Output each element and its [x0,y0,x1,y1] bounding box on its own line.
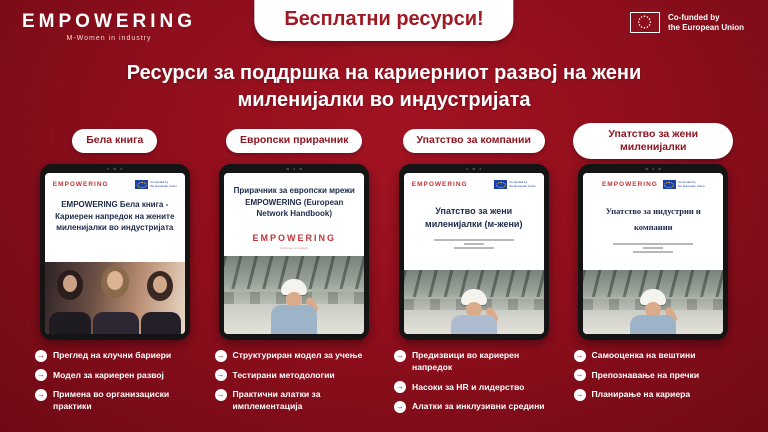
bullet-text: Примена во организациски практики [53,389,170,412]
tablet-screen [224,173,364,334]
pill-company-guide: Упатство за компании [403,129,545,152]
doc-title: Упатство за индустрии и компании [605,206,701,233]
doc-cover-photo-industrial [404,270,544,334]
pill-millennial-women-guide: Упатство за жени миленијалки [573,123,733,159]
bullet-text: Препознавање на пречки [591,369,700,380]
bullet-text: Планирање на кариера [591,389,691,399]
tablet-camera-dots [466,168,482,171]
list-item [394,381,554,394]
bullet-list [572,349,736,408]
bullet-text: Тестирани методологии [232,369,335,380]
bullet-text: Структуриран модел за учење [232,350,363,360]
arrow-circle-icon: → [37,370,45,379]
arrow-circle-icon: → [575,370,584,379]
list-item [215,369,375,382]
doc-eu-flag-icon [135,180,148,189]
header [0,0,768,50]
tablet-mockup-white-book [40,164,190,340]
logo-title: EMPOWERING [22,11,197,32]
pill-european-handbook: Европски прирачник [226,129,362,152]
eu-text-line2: the European Union [668,22,744,32]
doc-title: EMPOWERING Бела книга - Кариерен напредок на жените миленијалки во индустријата [55,200,175,233]
bullet-text: Самооценка на вештини [591,350,696,360]
arrow-circle-icon: → [37,350,45,360]
resource-columns [33,118,735,432]
doc-eu-flag-icon [494,180,507,189]
banner-text: Бесплатни ресурси! [284,8,484,30]
list-item [574,369,734,382]
column-european-handbook [213,118,377,432]
tablet-mockup-european-handbook [219,164,369,340]
list-item [215,388,375,413]
tablet-camera-dots [646,168,662,171]
column-millennial-women-guide [572,118,736,432]
pill-wrap [572,118,736,164]
bullet-list [213,349,377,420]
doc-cover-photo-industrial [583,270,723,334]
doc-logo-row [45,173,185,191]
arrow-circle-icon: → [575,350,584,360]
arrow-circle-icon: → [216,389,225,399]
arrow-circle-icon: → [216,370,225,379]
eu-text-line1: Co-funded by [668,12,720,22]
doc-cover-photo-industrial [224,256,364,334]
bullet-text: Насоки за HR и лидерство [412,381,525,392]
doc-logo-row [404,173,544,191]
eu-cofunded-badge [630,12,744,33]
doc-eu-text: Co-funded by the European Union [509,179,536,188]
doc-title: Прирачник за европски мрежи EMPOWERING (European Network Handbook) [233,186,355,219]
page-title: Ресурси за поддршка на кариерниот развој на жени миленијалки во индустријата [126,62,642,111]
doc-empowering-logo: EMPOWERING M-Women in industry [224,224,364,256]
pill-white-book: Бела книга [72,129,157,152]
eu-flag-icon [630,12,660,33]
list-item [574,349,734,362]
doc-fine-print-lines [404,235,544,257]
list-item [215,349,375,362]
doc-cover-photo-women [45,262,185,334]
arrow-circle-icon: → [396,350,404,360]
doc-empowering-logo: EMPOWERING [411,181,468,188]
arrow-circle-icon: → [396,382,404,392]
column-white-book [33,118,197,432]
list-item [394,349,554,374]
tablet-camera-dots [107,168,123,171]
bullet-text: Преглед на клучни бариери [53,350,172,360]
doc-logo-tagline: M-Women in industry [280,245,309,250]
doc-empowering-logo: EMPOWERING [601,181,658,188]
doc-eu-text: Co-funded by the European Union [150,179,177,188]
arrow-circle-icon: → [37,389,45,399]
pill-wrap [213,118,377,164]
tablet-screen [404,173,544,334]
bullet-text: Практични алатки за имплементација [232,389,321,412]
arrow-circle-icon: → [396,401,404,411]
arrow-circle-icon: → [216,350,225,360]
tablet-screen [583,173,723,334]
tablet-screen [45,173,185,334]
eu-cofunded-text [668,13,744,33]
doc-fine-print-lines [583,239,723,261]
tablet-camera-dots [287,168,303,171]
doc-eu-text: Co-funded by the European Union [677,179,705,188]
doc-title: Упатство за жени миленијалки (м-жени) [425,206,523,230]
logo-subtitle: M-Women in industry [66,35,152,42]
list-item [574,388,734,401]
bullet-text: Модел за кариерен развој [53,369,164,380]
free-resources-banner [254,0,513,41]
tablet-mockup-company-guide [399,164,549,340]
arrow-circle-icon: → [575,389,584,399]
woman-hardhat-figure [621,289,685,334]
list-item [35,369,195,382]
tablet-mockup-millennial-women-guide [578,164,728,340]
column-company-guide [392,118,556,432]
doc-eu-flag-icon [663,180,676,189]
pill-wrap [33,118,197,164]
doc-logo-row [583,173,723,191]
doc-empowering-logo: EMPOWERING [52,181,109,188]
list-item [35,349,195,362]
empowering-logo [22,11,196,42]
woman-hardhat-figure [262,279,326,334]
bullet-list [392,349,556,420]
list-item [35,388,195,413]
bullet-text: Алатки за инклузивни средини [412,401,545,412]
pill-wrap [392,118,556,164]
woman-hardhat-figure [442,289,506,334]
bullet-list [33,349,197,420]
list-item [394,400,554,413]
bullet-text: Предизвици во кариерен напредок [412,350,520,373]
